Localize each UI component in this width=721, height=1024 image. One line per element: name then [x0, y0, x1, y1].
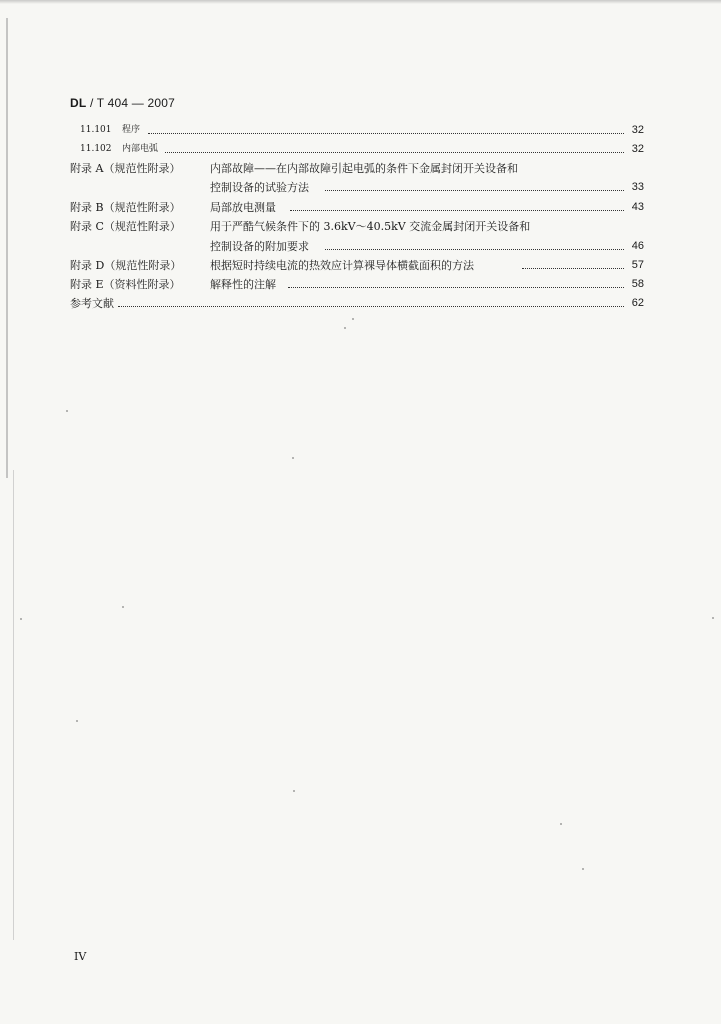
toc-entry-references[interactable]: [70, 295, 644, 312]
scan-speck: [352, 318, 354, 320]
toc-entry-number: 11.101: [80, 125, 112, 135]
toc-entry-title-continued: 控制设备的附加要求: [210, 240, 309, 253]
toc-leader-dots: [148, 133, 624, 134]
toc-entry-title: 局部放电测量: [210, 201, 276, 214]
toc-entry-appendix-c-line2[interactable]: [70, 238, 644, 255]
header-prefix: DL: [70, 96, 87, 110]
toc-page-number: 58: [631, 278, 644, 290]
appendix-label: 附录 B（规范性附录）: [70, 201, 181, 214]
scan-edge-left-faint: [13, 470, 14, 940]
toc-entry-title: 用于严酷气候条件下的 3.6kV～40.5kV 交流金属封闭开关设备和: [210, 220, 531, 233]
scan-speck: [344, 327, 346, 329]
toc-entry-title: 内部故障——在内部故障引起电弧的条件下金属封闭开关设备和: [210, 162, 518, 175]
toc-entry-appendix-d[interactable]: [70, 257, 644, 274]
scan-speck: [582, 868, 584, 870]
scan-speck: [76, 720, 78, 722]
toc-entry-number: 11.102: [80, 144, 112, 154]
toc-entry-appendix-a-line2[interactable]: [70, 179, 644, 196]
toc-entry-title: 参考文献: [70, 297, 114, 310]
scan-speck: [20, 618, 22, 620]
appendix-label: 附录 E（资料性附录）: [70, 278, 181, 291]
page-number-footer: IV: [74, 950, 87, 963]
toc-entry-title: 程序: [122, 125, 141, 135]
header-code: T 404 — 2007: [96, 96, 176, 110]
toc-entry-11-101[interactable]: [70, 122, 644, 139]
appendix-label: 附录 D（规范性附录）: [70, 259, 182, 272]
toc-entry-appendix-b[interactable]: [70, 199, 644, 216]
toc-page-number: 62: [631, 297, 644, 309]
toc-page-number: 32: [631, 143, 644, 155]
toc-page-number: 57: [631, 259, 644, 271]
toc-entry-appendix-a-line1[interactable]: [70, 160, 644, 177]
toc-entry-appendix-e[interactable]: [70, 276, 644, 293]
toc-page-number: 32: [631, 124, 644, 136]
header-slash: /: [86, 96, 97, 110]
toc-page-number: 46: [631, 240, 644, 252]
toc-leader-dots: [118, 306, 624, 307]
toc-page-number: 33: [631, 181, 644, 193]
toc-entry-title: 根据短时持续电流的热效应计算裸导体横截面积的方法: [210, 259, 474, 272]
toc-leader-dots: [325, 249, 624, 250]
appendix-label: 附录 A（规范性附录）: [70, 162, 181, 175]
toc-leader-dots: [290, 210, 624, 211]
toc-entry-11-102[interactable]: [70, 141, 644, 158]
scan-speck: [66, 410, 68, 412]
toc-entry-title: 解释性的注解: [210, 278, 276, 291]
toc-leader-dots: [288, 287, 624, 288]
toc-entry-title-continued: 控制设备的试验方法: [210, 181, 309, 194]
toc-page-number: 43: [631, 201, 644, 213]
scan-speck: [122, 606, 124, 608]
toc-entry-title: 内部电弧: [122, 144, 159, 154]
scan-speck: [712, 617, 714, 619]
toc-leader-dots: [325, 190, 624, 191]
document-header: [70, 96, 175, 110]
toc-leader-dots: [165, 152, 624, 153]
appendix-label: 附录 C（规范性附录）: [70, 220, 181, 233]
toc-entry-appendix-c-line1[interactable]: [70, 218, 644, 235]
scan-edge-left: [6, 18, 8, 478]
scan-speck: [292, 457, 294, 459]
scan-speck: [293, 790, 295, 792]
scan-edge-top: [0, 0, 721, 4]
toc-leader-dots: [522, 268, 624, 269]
scan-speck: [560, 823, 562, 825]
